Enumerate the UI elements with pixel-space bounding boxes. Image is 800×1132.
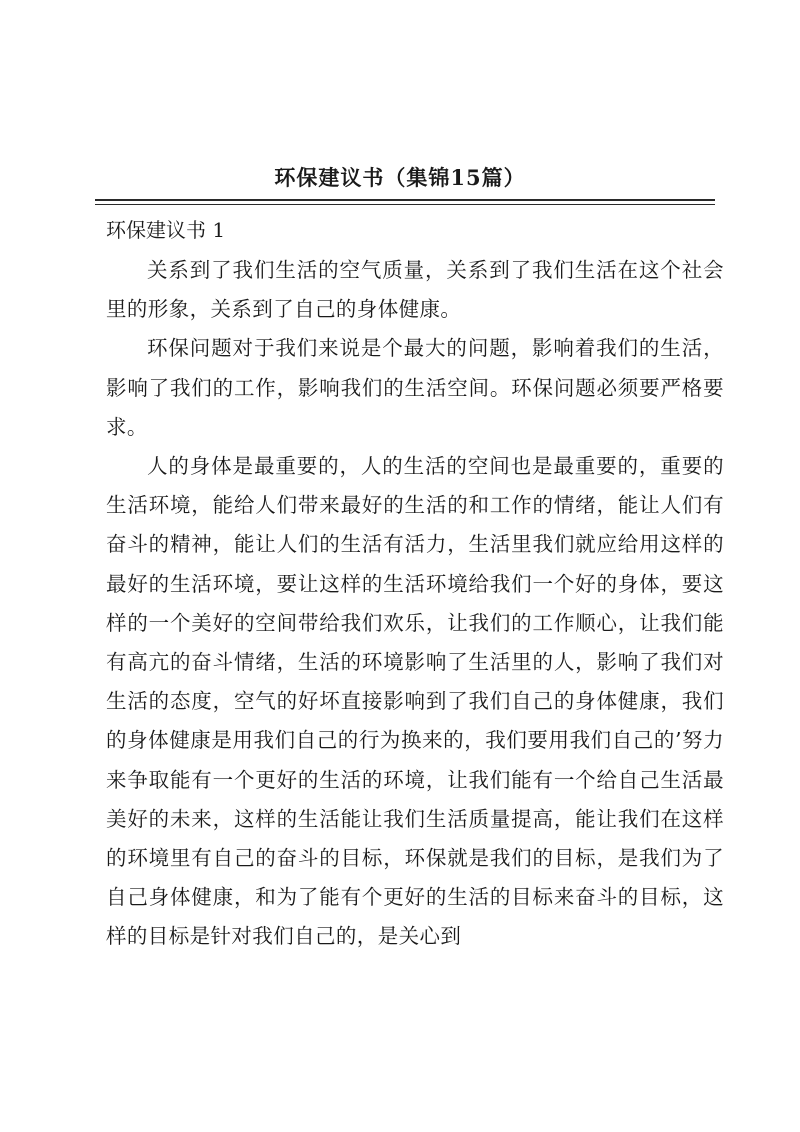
- section-heading: 环保建议书 1: [106, 218, 226, 242]
- document-title: 环保建议书（集锦15篇）: [274, 165, 526, 190]
- paragraph: 环保问题对于我们来说是个最大的问题，影响着我们的生活，影响了我们的工作，影响我们的生活空间。环保问题必须要严格要求。: [106, 336, 724, 439]
- document-body: [106, 251, 724, 957]
- title-divider-thick: [95, 199, 715, 201]
- title-divider-thin: [95, 204, 715, 205]
- paragraph: 关系到了我们生活的空气质量，关系到了我们生活在这个社会里的形象，关系到了自己的身体健康。: [106, 258, 724, 322]
- paragraph: 人的身体是最重要的，人的生活的空间也是最重要的，重要的生活环境，能给人们带来最好的生活的和工作的情绪，能让人们有奋斗的精神，能让人们的生活有活力，生活里我们就应给用这样的最好的生活环境，要让这样的生活环境给我们一个好的身体，要这样的一个美好的空间带给我们欢乐，让我们的工作顺心，让我们能有高亢的奋斗情绪，生活的环境影响了生活里的人，影响了我们对生活的态度，空气的好坏直接影响到了我们自己的身体健康，我们的身体健康是用我们自己的行为换来的，我们要用我们自己的’努力来争取能有一个更好的生活的环境，让我们能有一个给自己生活最美好的未来，这样的生活能让我们生活质量提高，能让我们在这样的环境里有自己的奋斗的目标，环保就是我们的目标，是我们为了自己身体健康，和为了能有个更好的生活的目标来奋斗的目标，这样的目标是针对我们自己的，是关心到: [106, 454, 724, 949]
